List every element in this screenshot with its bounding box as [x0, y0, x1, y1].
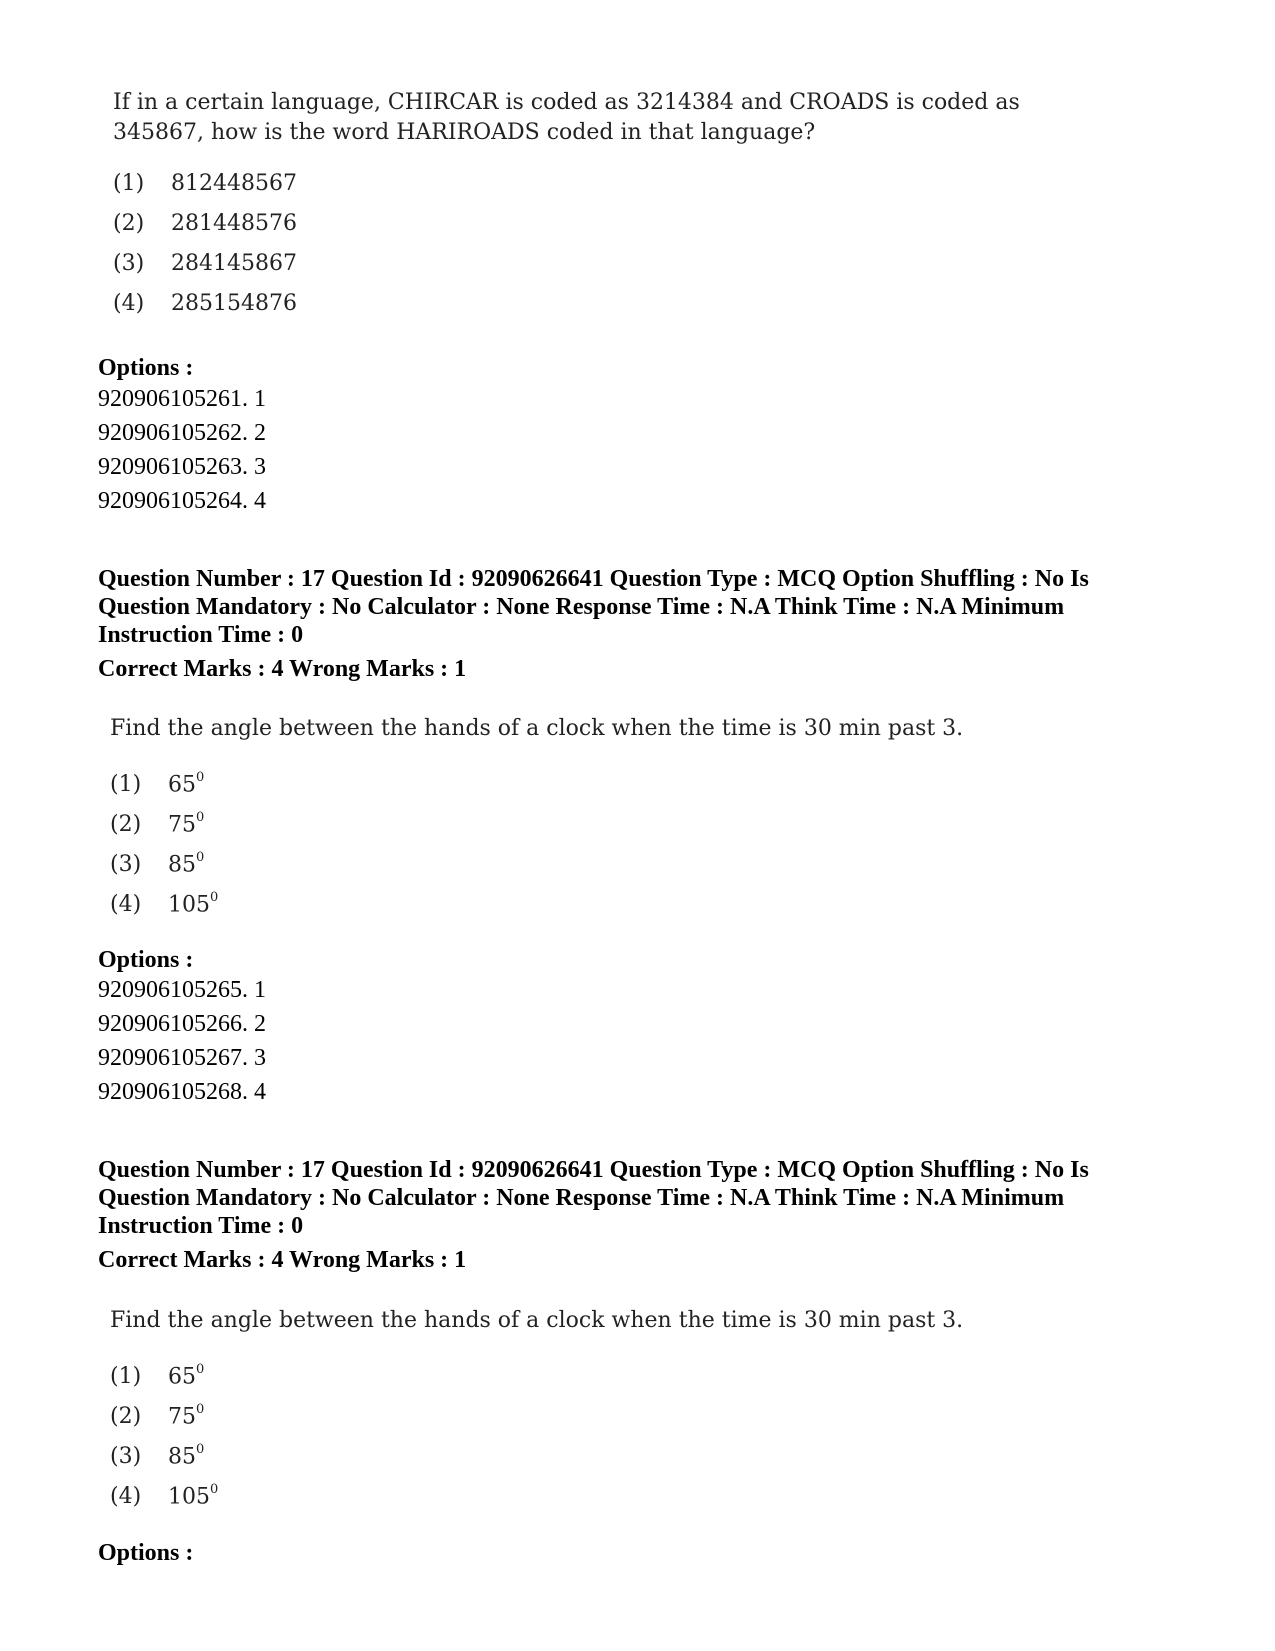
choice-number: (4) — [110, 892, 142, 918]
choice-number: (4) — [110, 1484, 142, 1510]
option-id: 920906105261. 1 — [98, 386, 266, 412]
question-metadata: Question Number : 17 Question Id : 92090626641 Question Type : MCQ Option Shuffling : No Is Question Mandatory : No Calculator : None Response Time : N.A Think Time : N.A Minimum Instruction Time : 0 — [98, 566, 1089, 648]
choice-value: 105 — [168, 892, 210, 918]
choice-value: 281448576 — [171, 211, 297, 236]
answer-choice — [110, 760, 204, 800]
degree-superscript: 0 — [196, 1362, 205, 1377]
question-text: If in a certain language, CHIRCAR is coded as 3214384 and CROADS is coded as 345867, how is the word HARIROADS coded in that language? — [113, 90, 1020, 145]
choice-number: (2) — [110, 812, 142, 838]
answer-choice — [113, 164, 297, 204]
degree-superscript: 0 — [210, 1482, 219, 1497]
choice-number: (3) — [110, 852, 142, 878]
choice-value: 65 — [168, 772, 196, 798]
options-heading: Options : — [98, 947, 194, 973]
question-metadata: Question Number : 17 Question Id : 92090626641 Question Type : MCQ Option Shuffling : No Is Question Mandatory : No Calculator : None Response Time : N.A Think Time : N.A Minimum Instruction Time : 0 — [98, 1157, 1089, 1239]
option-id: 920906105263. 3 — [98, 454, 266, 480]
answer-choice — [110, 1352, 204, 1392]
option-id: 920906105267. 3 — [98, 1045, 266, 1071]
choice-value: 65 — [168, 1364, 196, 1390]
choice-value: 284145867 — [171, 251, 297, 276]
answer-choice — [110, 1432, 204, 1472]
option-id: 920906105266. 2 — [98, 1011, 266, 1037]
marks-line: Correct Marks : 4 Wrong Marks : 1 — [98, 656, 467, 682]
answer-choice — [110, 800, 204, 840]
choice-number: (1) — [110, 1364, 142, 1390]
choice-value: 85 — [168, 1444, 196, 1470]
choice-number: (1) — [113, 171, 145, 196]
choice-value: 285154876 — [171, 291, 297, 316]
answer-choice — [113, 284, 297, 324]
choice-number: (2) — [113, 211, 145, 236]
option-id: 920906105268. 4 — [98, 1079, 266, 1105]
answer-choice — [110, 1472, 218, 1512]
answer-choice — [110, 840, 204, 880]
question-text: Find the angle between the hands of a clock when the time is 30 min past 3. — [110, 716, 964, 741]
answer-choice — [113, 204, 297, 244]
choice-number: (2) — [110, 1404, 142, 1430]
degree-superscript: 0 — [196, 850, 205, 865]
option-id: 920906105264. 4 — [98, 488, 266, 514]
choice-value: 75 — [168, 1404, 196, 1430]
choice-number: (4) — [113, 291, 145, 316]
degree-superscript: 0 — [196, 1442, 205, 1457]
degree-superscript: 0 — [196, 1402, 205, 1417]
answer-choice — [110, 1392, 204, 1432]
choice-value: 75 — [168, 812, 196, 838]
option-id: 920906105265. 1 — [98, 977, 266, 1003]
choice-number: (3) — [110, 1444, 142, 1470]
answer-choice — [110, 880, 218, 920]
options-heading: Options : — [98, 1540, 194, 1566]
option-id: 920906105262. 2 — [98, 420, 266, 446]
degree-superscript: 0 — [196, 810, 205, 825]
choice-number: (3) — [113, 251, 145, 276]
question-text: Find the angle between the hands of a clock when the time is 30 min past 3. — [110, 1308, 964, 1333]
marks-line: Correct Marks : 4 Wrong Marks : 1 — [98, 1247, 467, 1273]
choice-number: (1) — [110, 772, 142, 798]
choice-value: 105 — [168, 1484, 210, 1510]
answer-choice — [113, 244, 297, 284]
choice-value: 812448567 — [171, 171, 297, 196]
degree-superscript: 0 — [196, 770, 205, 785]
options-heading: Options : — [98, 355, 194, 381]
degree-superscript: 0 — [210, 890, 219, 905]
choice-value: 85 — [168, 852, 196, 878]
